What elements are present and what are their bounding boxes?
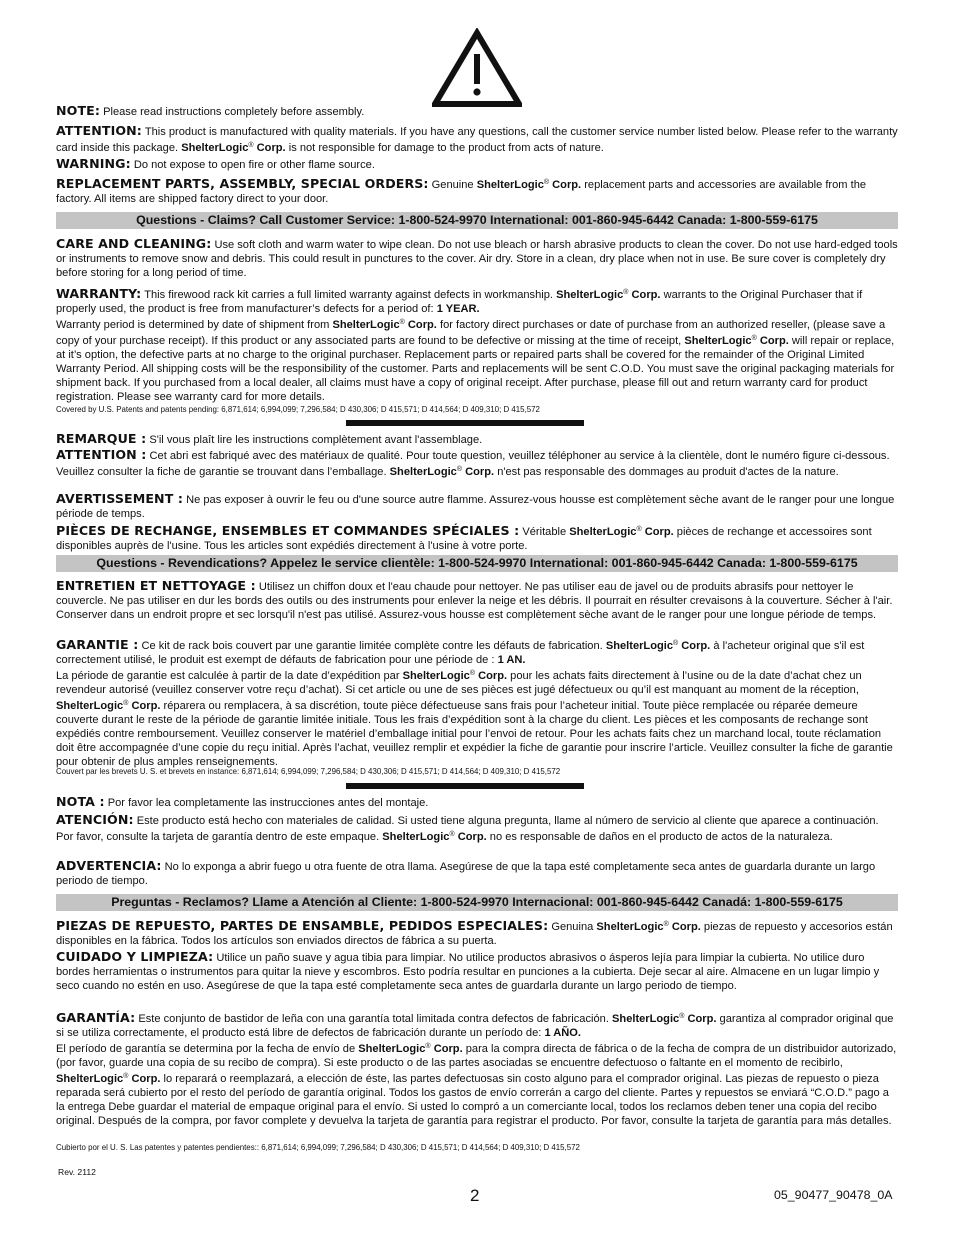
es-replacement: PIEZAS DE REPUESTO, PARTES DE ENSAMBLE, PEDIDOS ESPECIALES: Genuina ShelterLogic® Corp. piezas de repuesto y accesorios están disponibles en la fábrica. Todos los artículos son enviados directos de fábrica a su puerta. [56, 918, 893, 947]
es-warning: ADVERTENCIA: No lo exponga a abrir fuego u otra fuente de otra llama. Asegúrese de que la tapa esté completamente seca antes de guardarla durante un largo periodo de tiempo. [56, 858, 876, 887]
en-note: NOTE: Please read instructions completely before assembly. [56, 103, 365, 118]
en-care: CARE AND CLEANING: Use soft cloth and warm water to wipe clean. Do not use bleach or harsh abrasive products to clean the cover. Do not use hard-edged tools or instruments to remove snow and debris. This could result in punctures to the cover. Air dry. Store in a clean, dry place when not in use. Be sure cover is completely dry before storing for a long period of time. [56, 236, 898, 279]
en-patents: Covered by U.S. Patents and patents pending: 6,871,614; 6,994,099; 7,296,584; D 430,306; D 415,571; D 414,564; D 409,310; D 415,572 [56, 404, 540, 414]
fr-note: REMARQUE : S'il vous plaît lire les instructions complètement avant l'assemblage. [56, 431, 483, 446]
es-questions-bar: Preguntas - Reclamos? Llame a Atención al Cliente: 1-800-524-9970 Internacional: 001-860-945-6442 Canadá: 1-800-559-6175 [56, 894, 898, 911]
es-care: CUIDADO Y LIMPIEZA: Utilice un paño suave y agua tibia para limpiar. No utilice productos abrasivos o ásperos lejía para limpiar la cubierta. No utilice duro bordes herramientas o instrumentos para quitar la nieve y escombros. Esto podría resultar en punciones a la cubierta. Deje secar al aire. Almacene en un lugar limpio y seco cuando no estén en uso. Asegúrese de que la tapa esté completamente seca antes de guardarla durante un largo periodo de tiempo. [56, 949, 880, 992]
es-patents: Cubierto por el U. S. Las patentes y patentes pendientes:: 6,871,614; 6,994,099; 7,296,584; D 430,306; D 415,571; D 414,564; D 409,310; D 415,572 [56, 1142, 580, 1152]
fr-warranty: GARANTIE : Ce kit de rack bois couvert par une garantie limitée complète contre les défauts de fabrication. ShelterLogic® Corp. à l'acheteur original que s'il est correctement utilisé, le produit est exempt de défauts de fabrication pour une période de : 1 AN. La période de garantie est calculée à partir de la date d’expédition par ShelterLogic® Corp. pour les achats faits directement à l’usine ou de la date d’achat chez un revendeur autorisé (veuillez conserver votre reçu d’achat). Si cet article ou une de ses pièces est jugé défectueux ou qu’il est manquant au moment de la réception, ShelterLogic® Corp. réparera ou remplacera, à sa discrétion, toute pièce défectueuse sans frais pour l’acheteur initial. Toute pièce remplacée ou réparée demeure couverte durant le reste de la période de garantie limitée initiale. Tous les frais d’expédition sont à la charge du client. Les pièces et les composants de rechange sont expédiés contre remboursement. Veuillez conserver le matériel d’emballage initial pour l’envoi de retour. Pour les achats faits chez un marchand local, toute réclamation doit être accompagnée d’une copie du reçu initial. Après l’achat, veuillez remplir et expédier la fiche de garantie pour inscrire l’article. Veuillez consulter la fiche de garantie pour obtenir de plus amples renseignements. [56, 637, 893, 768]
fr-questions-bar: Questions - Revendications? Appelez le service clientèle: 1-800-524-9970 International: 001-860-945-6442 Canada: 1-800-559-6175 [56, 555, 898, 572]
warning-triangle-icon [432, 28, 522, 108]
revision-label: Rev. 2112 [58, 1167, 96, 1177]
en-note-label: NOTE: [56, 103, 100, 118]
section-divider [346, 783, 584, 789]
fr-patents: Couvert par les brevets U. S. et brevets en instance: 6,871,614; 6,994,099; 7,296,584; D 430,306; D 415,571; D 414,564; D 409,310; D 415,572 [56, 766, 561, 776]
en-replacement: REPLACEMENT PARTS, ASSEMBLY, SPECIAL ORDERS: Genuine ShelterLogic® Corp. replacement parts and accessories are available from the factory. All items are shipped factory direct to your door. [56, 176, 867, 205]
document-id: 05_90477_90478_0A [774, 1188, 893, 1202]
en-warranty: WARRANTY: This firewood rack kit carries a full limited warranty against defects in workmanship. ShelterLogic® Corp. warrants to the Original Purchaser that if properly used, the product is free from manufacturer’s defects for a period of: 1 YEAR. Warranty period is determined by date of shipment from ShelterLogic® Corp. for factory direct purchases or date of purchase from an authorized reseller, (please save a copy of your purchase receipt). If this product or any associated parts are found to be defective or missing at the time of receipt, ShelterLogic® Corp. will repair or replace, at it’s option, the defective parts at no charge to the original purchaser. Replacement parts or repaired parts shall be covered for the remainder of the Original Limited Warranty Period. All shipping costs will be the responsibility of the customer. Parts and replacements will be sent C.O.D. You must save the original packaging materials for shipment back. If you purchased from a local dealer, all claims must have a copy of original receipt. After purchase, please fill out and return warranty card for product registration. Please see warranty card for more details. [56, 286, 895, 403]
en-attention: ATTENTION: This product is manufactured with quality materials. If you have any questions, call the customer service number listed below. Please refer to the warranty card inside this package. ShelterLogic® Corp. is not responsible for damage to the product from acts of nature. [56, 123, 898, 154]
fr-care: ENTRETIEN ET NETTOYAGE : Utilisez un chiffon doux et l'eau chaude pour nettoyer. Ne pas utiliser eau de javel ou de produits abrasifs pour nettoyer le couvercle. Ne pas utiliser en dur les bords des outils ou des instruments pour enlever la neige et les débris. Il pourrait en résulter crevaisons à la couverture. Sécher à l'air. Conserver dans un endroit propre et sec lorsqu'il n'est pas utilisé. Assurez-vous housse est complètement sèche avant de le ranger pour une longue période de temps. [56, 578, 893, 621]
en-questions-bar: Questions - Claims? Call Customer Service: 1-800-524-9970 International: 001-860-945-6442 Canada: 1-800-559-6175 [56, 212, 898, 229]
fr-warning: AVERTISSEMENT : Ne pas exposer à ouvrir le feu ou d'une source autre flamme. Assurez-vous housse est complètement sèche avant de le ranger pour une longue période de temps. [56, 491, 895, 520]
section-divider [346, 420, 584, 426]
es-warranty: GARANTÍA: Este conjunto de bastidor de leña con una garantía total limitada contra defectos de fabricación. ShelterLogic® Corp. garantiza al comprador original que si se utiliza correctamente, el producto está libre de defectos de fabricación durante un período de: 1 AÑO. El período de garantía se determina por la fecha de envío de ShelterLogic® Corp. para la compra directa de fábrica o de la fecha de compra de un distribuidor autorizado, (por favor, guarde una copia de su recibo de compra). Si este producto o de las partes asociadas se encuentre defectuoso o faltante en el momento de recibirlo, ShelterLogic® Corp. lo reparará o reemplazará, a elección de éste, las partes defectuosas sin costo alguno para el comprador original. Las piezas de repuesto o pieza reparada será cubierto por el resto del período de garantía original. Todos los gastos de envío correrán a cargo del cliente. Partes y repuestos se enviará “C.O.D.” pago a la entrega Debe guardar el material de empaque original para el envío. Si usted lo compró a un comerciante local, todos los reclamos deben tener una copia del recibo original. Después de la compra, por favor complete y devuelva la tarjeta de garantía para registrar el producto. Por favor, consulte la tarjeta de garantía para más detalles. [56, 1010, 897, 1127]
fr-attention: ATTENTION : Cet abri est fabriqué avec des matériaux de qualité. Pour toute question, veuillez téléphoner au service à la clientèle, dont le numéro figure ci-dessous. Veuillez consulter la fiche de garantie se trouvant dans l’emballage. ShelterLogic® Corp. n'est pas responsable des dommages au produit d'actes de la nature. [56, 447, 890, 478]
fr-replacement: PIÈCES DE RECHANGE, ENSEMBLES ET COMMANDES SPÉCIALES : Véritable ShelterLogic® Corp. pièces de rechange et accessoires sont disponibles auprès de l'usine. Tous les articles sont expédiés directement à l'usine à votre porte. [56, 523, 872, 552]
en-warning: WARNING: Do not expose to open fire or other flame source. [56, 156, 375, 171]
page-number: 2 [470, 1186, 480, 1205]
es-note: NOTA : Por favor lea completamente las instrucciones antes del montaje. [56, 794, 429, 809]
es-attention: ATENCIÓN: Este producto está hecho con materiales de calidad. Si usted tiene alguna pregunta, llame al número de servicio al cliente que aparece a continuación. Por favor, consulte la tarjeta de garantía dentro de este empaque. ShelterLogic® Corp. no es responsable de daños en el producto de actos de la naturaleza. [56, 812, 879, 843]
